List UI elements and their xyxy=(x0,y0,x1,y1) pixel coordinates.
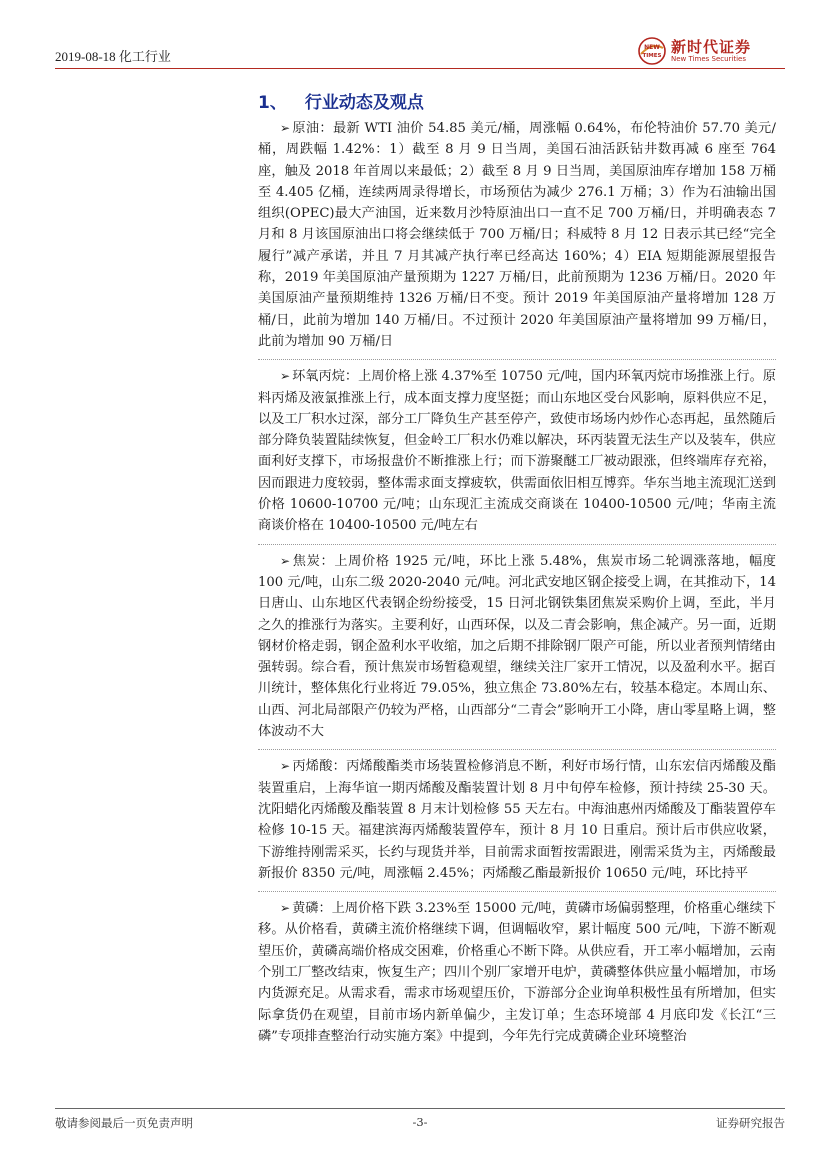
bullet-arrow-icon: ➢ xyxy=(280,369,291,384)
paragraph-acrylic-acid xyxy=(258,756,776,884)
section-number: 1、 xyxy=(258,93,287,113)
bullet-arrow-icon: ➢ xyxy=(280,759,291,774)
main-content xyxy=(258,118,776,1047)
bullet-arrow-icon: ➢ xyxy=(280,121,291,135)
dotted-divider xyxy=(258,544,776,545)
paragraph-text: 原油：最新 WTI 油价 54.85 美元/桶，周涨幅 0.64%，布伦特油价 57.70 美元/桶，周跌幅 1.42%：1）截至 8 月 9 日当周，美国石油活跃钻井数再减 6 座至 764 座，触及 2018 年首周以来最低；2）截至 8 月 9 日当周，美国原油库存增加 158 万桶至 4.405 亿桶，连续两周录得增长，市场预估为减少 276.1 万桶；3）作为石油输出国组织(OPEC)最大产油国，近来数月沙特原油出口一直不足 700 万桶/日，并明确表态 7 月和 8 月该国原油出口将会继续低于 700 万桶/日；科威特 8 月 12 日表示其已经“完全履行”减产承诺，并且 7 月其减产执行率已经高达 160%；4）EIA 短期能源展望报告称，2019 年美国原油产量预期为 1227 万桶/日，此前预期为 1236 万桶/日。2020 年美国原油产量预期维持 1326 万桶/日不变。预计 2019 年美国原油产量将增加 128 万桶/日，此前为增加 140 万桶/日。不过预计 2020 年美国原油产量将增加 99 万桶/日，此前为增加 90 万桶/日 xyxy=(258,121,776,349)
paragraph-text: 黄磷：上周价格下跌 3.23%至 15000 元/吨，黄磷市场偏弱整理，价格重心继续下移。从价格看，黄磷主流价格继续下调，但调幅收窄，累计幅度 500 元/吨，下游不断观望压价，黄磷高端价格成交困难，价格重心不断下降。从供应看，开工率小幅增加，云南个别工厂整改结束，恢复生产；四川个别厂家增开电炉，黄磷整体供应量小幅增加，市场内货源充足。从需求看，需求市场观望压价，下游部分企业询单积极性虽有所增加，但实际拿货仍在观望，目前市场内新单偏少，主发订单；生态环境部 4 月底印发《长江“三磷”专项排查整治行动实施方案》中提到，今年先行完成黄磷企业环境整治 xyxy=(258,901,776,1044)
dotted-divider xyxy=(258,359,776,360)
logo-chinese-name: 新时代证券 xyxy=(671,38,752,56)
company-logo xyxy=(615,34,785,68)
logo-english-name: New Times Securities xyxy=(671,55,746,63)
footer-disclaimer: 敬请参阅最后一页免责声明 xyxy=(55,1116,193,1130)
header-date-sector: 2019-08-18 化工行业 xyxy=(55,49,171,64)
bullet-arrow-icon: ➢ xyxy=(280,553,291,568)
svg-text:TIMES: TIMES xyxy=(642,53,662,59)
paragraph-coke xyxy=(258,551,776,743)
paragraph-yellow-phosphorus xyxy=(258,898,776,1047)
svg-text:NEW: NEW xyxy=(644,44,660,51)
footer-report-type: 证券研究报告 xyxy=(716,1116,785,1130)
dotted-divider xyxy=(258,749,776,750)
dotted-divider xyxy=(258,891,776,892)
logo-mark-icon xyxy=(637,36,667,66)
section-title: 行业动态及观点 xyxy=(304,93,424,113)
section-heading xyxy=(258,88,424,113)
paragraph-propylene-oxide xyxy=(258,366,776,536)
paragraph-text: 焦炭：上周价格 1925 元/吨，环比上涨 5.48%，焦炭市场二轮调涨落地，幅度 100 元/吨，山东二级 2020-2040 元/吨。河北武安地区钢企接受上调，在其推动下，14 日唐山、山东地区代表钢企纷纷接受，15 日河北钢铁集团焦炭采购价上调，至此，半月之久的推涨行为落实。主要利好，山西环保，以及二青会影响，焦企减产。另一面，近期钢材价格走弱，钢企盈利水平收缩，加之后期不排除钢厂限产可能，所以业者预判情绪由强转弱。综合看，预计焦炭市场暂稳观望，继续关注厂家开工情况，以及盈利水平。据百川统计，整体焦化行业将近 79.05%，独立焦企 73.80%左右，较基本稳定。本周山东、山西、河北局部限产仍较为严格，山西部分“二青会”影响开工小降，唐山零星略上调，整体波动不大 xyxy=(258,553,776,740)
header-rule xyxy=(55,68,785,69)
bullet-arrow-icon: ➢ xyxy=(280,901,291,916)
paragraph-crude-oil xyxy=(258,118,776,352)
paragraph-text: 丙烯酸：丙烯酸酯类市场装置检修消息不断，利好市场行情，山东宏信丙烯酸及酯装置重启，上海华谊一期丙烯酸及酯装置计划 8 月中旬停车检修，预计持续 25-30 天。沈阳蜡化丙烯酸及酯装置 8 月末计划检修 55 天左右。中海油惠州丙烯酸及丁酯装置停车检修 10-15 天。福建滨海丙烯酸装置停车，预计 8 月 10 日重启。预计后市供应收紧，下游维持刚需采买，长约与现货并举，目前需求面暂按需跟进，刚需采货为主，丙烯酸最新报价 8350 元/吨，周涨幅 2.45%；丙烯酸乙酯最新报价 10650 元/吨，环比持平 xyxy=(258,759,776,881)
page-number: -3- xyxy=(412,1115,428,1129)
paragraph-text: 环氧丙烷：上周价格上涨 4.37%至 10750 元/吨，国内环氧丙烷市场推涨上行。原料丙烯及液氯推涨上行，成本面支撑力度坚挺；而山东地区受台风影响，原料供应不足，以及工厂积水过深，部分工厂降负生产甚至停产，致使市场场内炒作心态再起，虽然随后部分降负装置陆续恢复，但金岭工厂积水仍难以解决，环丙装置无法生产以及装车，供应面利好支撑下，市场报盘价不断推涨上行；而下游聚醚工厂被动跟涨，但终端库存充裕，因而跟进力度较弱，整体需求面支撑疲软，供需面依旧相互博弈。华东当地主流现汇送到价格 10600-10700 元/吨；山东现汇主流成交商谈在 10400-10500 元/吨；华南主流商谈价格在 10400-10500 元/吨左右 xyxy=(258,369,776,534)
page-header xyxy=(55,34,785,68)
page-footer xyxy=(55,1108,785,1129)
